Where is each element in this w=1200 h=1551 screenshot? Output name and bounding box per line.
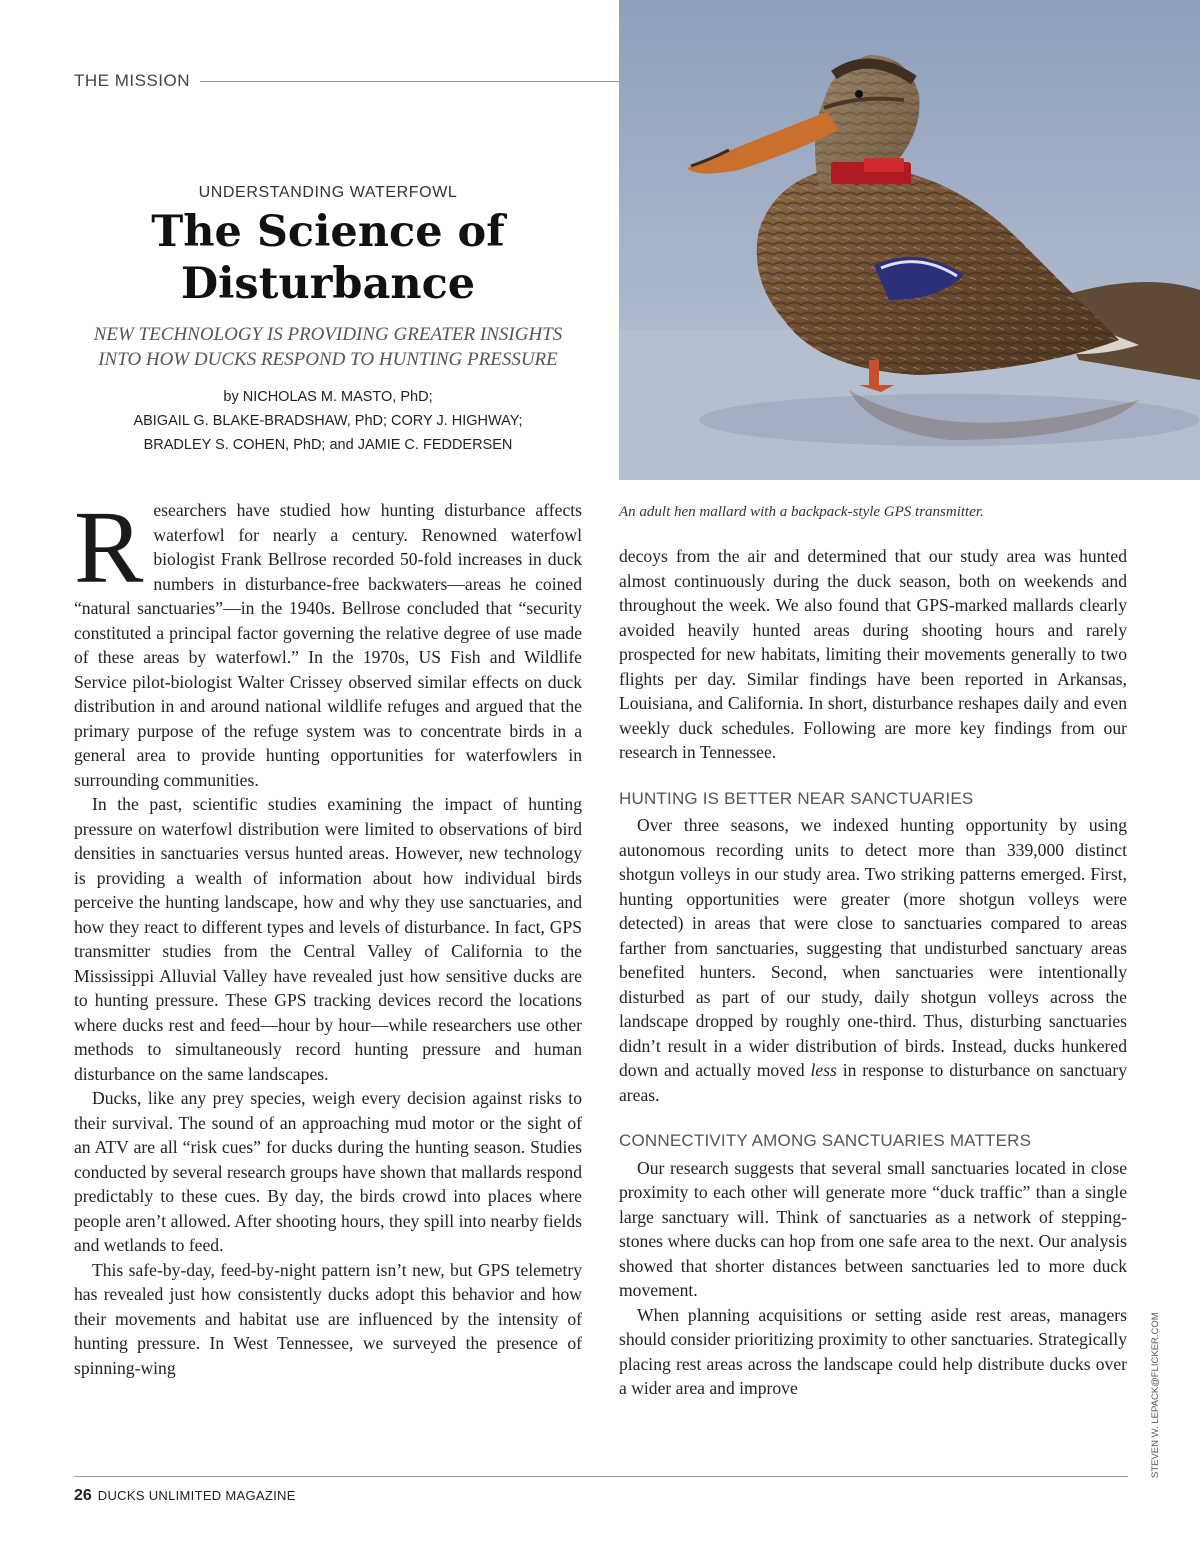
header-rule (200, 81, 620, 82)
hen-mallard-photo (619, 0, 1200, 480)
paragraph-6-end: in response to disturbance on sanctuary areas. (619, 1060, 1127, 1105)
subhead-hunting-near-sanctuaries: HUNTING IS BETTER NEAR SANCTUARIES (619, 788, 974, 808)
paragraph-2: In the past, scientific studies examining the impact of hunting pressure on waterfowl distribution were limited to observations of bird densities in sanctuaries versus hunted areas. However, new technology is providing a wealth of information about how individual birds perceive the hunting landscape, how and why they use sanctuaries, and how they react to different types and levels of disturbance. In fact, GPS transmitter studies from the Central Valley of California to the Mississippi Alluvial Valley have revealed just how sensitive ducks are to hunting pressure. These GPS tracking devices record the locations where ducks rest and feed—hour by hour—while researchers use other methods to simultaneously record hunting pressure and human disturbance on the same landscapes. (74, 794, 582, 1084)
photo-caption: An adult hen mallard with a backpack-style GPS transmitter. (619, 504, 984, 520)
paragraph-5: decoys from the air and determined that our study area was hunted almost continuously during the duck season, both on weekends and throughout the week. We also found that GPS-marked mallards clearly avoided heavily hunted areas during shooting hours and rarely prospected for new habitats, limiting their movements generally to two flights per day. Similar findings have been reported in Arkansas, Louisiana, and California. In short, disturbance reshapes daily and even weekly duck schedules. Following are more key findings from our research in Tennessee. (619, 546, 1127, 762)
paragraph-4: This safe-by-day, feed-by-night pattern isn’t new, but GPS telemetry has revealed just how consistently ducks adopt this behavior and how their movements and habitat use are influenced by the intensity of hunting pressure. In West Tennessee, we surveyed the presence of spinning-wing (74, 1259, 582, 1378)
byline-line-2: ABIGAIL G. BLAKE-BRADSHAW, PhD; CORY J. HIGHWAY; (133, 413, 523, 429)
title-line-2: Disturbance (180, 259, 476, 309)
title-line-1: The Science of (151, 207, 505, 257)
article-byline (74, 385, 582, 457)
paragraph-1-text: esearchers have studied how hunting disturbance affects waterfowl for nearly a century. Renowned waterfowl biologist Frank Bellrose recorded 50-fold increases in duck numbers in disturbance-free backwaters—areas he coined “natural sanctuaries”—in the 1940s. Bellrose concluded that “security constituted a principal factor governing the relative degree of use made of these areas by waterfowl.” In the 1970s, US Fish and Wildlife Service pilot-biologist Walter Crissey observed similar effects on duck distribution in and around national wildlife refuges and argued that the primary purpose of the refuge system was to concentrate birds in a general area to provide hunting opportunities for waterfowlers in surrounding communities. (74, 500, 582, 790)
deck-line-2: INTO HOW DUCKS RESPOND TO HUNTING PRESSURE (98, 349, 558, 370)
subhead-connectivity: CONNECTIVITY AMONG SANCTUARIES MATTERS (619, 1131, 1032, 1150)
article-kicker: UNDERSTANDING WATERFOWL (198, 184, 458, 201)
paragraph-6-text: Over three seasons, we indexed hunting opportunity by using autonomous recording units to detect more than 339,000 distinct shotgun volleys in our study area. Two striking patterns emerged. First, hunting opportunities were greater (more shotgun volleys were detected) in areas that were close to sanctuaries compared to areas farther from sanctuaries, suggesting that undisturbed sanctuary areas benefited hunters. Second, when sanctuaries were intentionally disturbed as part of our study, daily shotgun volleys across the landscape dropped by roughly one-third. Thus, disturbing sanctuaries didn’t result in a wider distribution of birds. Instead, ducks hunkered down and actually moved (619, 815, 1127, 1080)
paragraph-3: Ducks, like any prey species, weigh every decision against risks to their survival. The sound of an approaching mud motor or the sight of an ATV are all “risk cues” for ducks during the hunting season. Studies conducted by several research groups have shown that mallards respond predictably to these cues. By day, the birds crowd into places where people aren’t allowed. After shooting hours, they spill into nearby fields and wetlands to feed. (74, 1088, 582, 1255)
photo-credit: STEVEN W. LEPACK@FLICKER.COM (1150, 1312, 1161, 1478)
byline-line-1: by NICHOLAS M. MASTO, PhD; (223, 389, 433, 405)
byline-line-3: BRADLEY S. COHEN, PhD; and JAMIE C. FEDDERSEN (143, 437, 513, 453)
body-column-right (619, 498, 1127, 1401)
paragraph-7: Our research suggests that several small sanctuaries located in close proximity to each other will generate more “duck traffic” than a single large sanctuary will. Think of sanctuaries as a network of stepping-stones where ducks can hop from one safe area to the next. Our analysis showed that shorter distances between sanctuaries led to more duck movement. (619, 1157, 1127, 1300)
article-title (74, 206, 582, 310)
paragraph-1 (74, 490, 582, 792)
paragraph-6-emphasis: less (810, 1060, 837, 1080)
drop-cap: R (74, 490, 144, 605)
paragraph-6 (619, 813, 1127, 1107)
paragraph-8: When planning acquisitions or setting aside rest areas, managers should consider prioritizing proximity to other sanctuaries. Strategically placing rest areas across the landscape could help distribute ducks over a wider area and improve (619, 1304, 1127, 1398)
article-deck (60, 322, 596, 372)
page-footer (74, 1487, 296, 1505)
body-column-left (74, 490, 582, 1380)
page-number: 26 (74, 1487, 92, 1504)
footer-rule (74, 1476, 1128, 1477)
section-label: THE MISSION (74, 71, 191, 90)
publication-name: DUCKS UNLIMITED MAGAZINE (97, 1488, 296, 1503)
deck-line-1: NEW TECHNOLOGY IS PROVIDING GREATER INSIGHTS (93, 324, 563, 345)
